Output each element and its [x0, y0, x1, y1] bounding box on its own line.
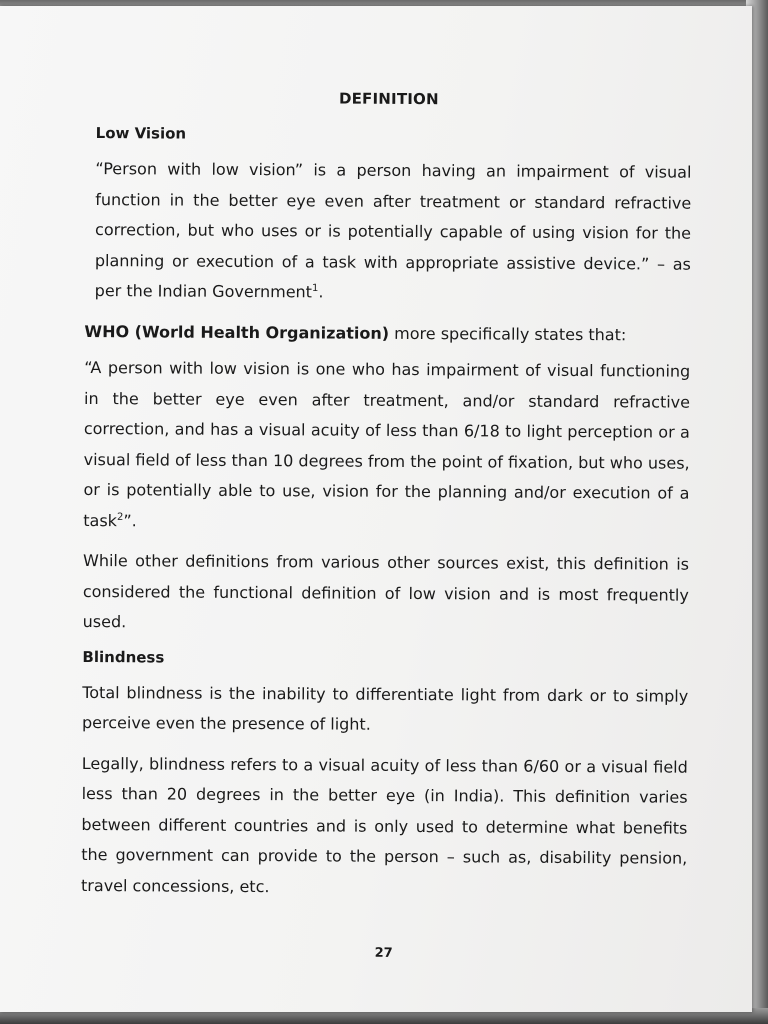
section-heading-low-vision: Low Vision — [95, 124, 187, 143]
paragraph-who-quote — [83, 353, 690, 540]
footnote-ref-2: 2 — [116, 511, 124, 523]
footnote-ref-1: 1 — [311, 283, 319, 295]
who-quote-text: “A person with low vision is one who has impairment of visual functioning in the better eye even after treatment, and/or standard refractive correction, and has a visual acuity of less than 6/18 to light perception or a visual field of less than 10 degrees from the point of fixation, but who uses, or is potentially able to use, vision for the planning and/or execution of a task — [83, 357, 691, 530]
document-page — [0, 6, 752, 1012]
india-definition-end: . — [318, 282, 324, 302]
who-intro-text: more specifically states that: — [389, 323, 627, 344]
paragraph-legal-blindness: Legally, blindness refers to a visual acuity of less than 6/60 or a visual field less than 20 degrees in the better eye (in India). This definition varies between different countries and is only used to determine what benefits the government can provide to the person – such as, disability pension, travel concessions, etc. — [81, 753, 688, 896]
page-title: DEFINITION — [338, 89, 439, 109]
who-label: WHO (World Health Organization) — [84, 321, 390, 343]
who-quote-end: ”. — [123, 510, 137, 530]
page-number: 27 — [374, 945, 393, 961]
paragraph-other-definitions: While other definitions from various other sources exist, this definition is considered the functional definition of low vision and is most frequently used. — [82, 550, 690, 632]
paragraph-total-blindness: Total blindness is the inability to differentiate light from dark or to simply perceive even the presence of light. — [82, 682, 689, 734]
paragraph-india-definition — [85, 154, 692, 310]
india-definition-text: “Person with low vision” is a person having an impairment of visual function in the better eye even after treatment or standard refractive correction, but who uses or is potentially capable of using vision for the planning or execution of a task with appropriate assistive device.” – as per the Indian Government — [94, 159, 692, 302]
page-content — [81, 78, 692, 961]
section-heading-blindness: Blindness — [82, 647, 165, 666]
paragraph-who-intro — [84, 316, 690, 350]
